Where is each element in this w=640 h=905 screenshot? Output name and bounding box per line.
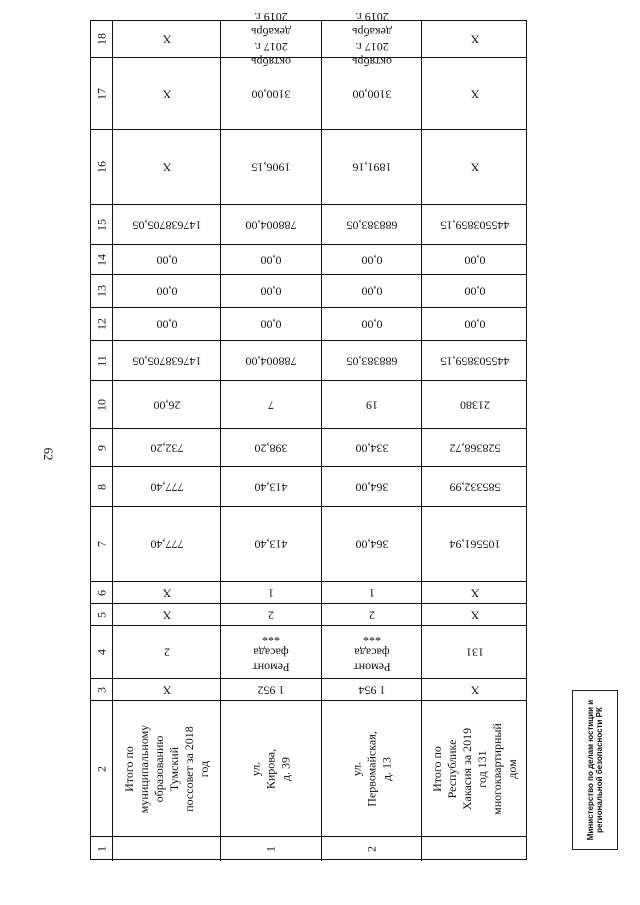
- cell-text: 528368,72: [449, 441, 501, 455]
- cell-text: 0,00: [464, 317, 486, 332]
- column-number: 12: [94, 318, 108, 330]
- column-number: 15: [94, 218, 108, 231]
- cell-text: 445503859,15: [440, 218, 510, 232]
- cell-text: X: [162, 683, 171, 697]
- cell-text: X: [470, 160, 480, 175]
- table-cell: [322, 308, 422, 340]
- cell-text: X: [470, 32, 480, 47]
- cell-text: Ремонт фасада ***: [252, 630, 290, 675]
- table-cell: [221, 626, 322, 678]
- cell-text: ул. Кирова, д. 39: [248, 748, 293, 789]
- table-cell: [221, 507, 322, 581]
- table-cell: [113, 130, 221, 204]
- table-cell: [221, 679, 322, 700]
- cell-text: 688383,05: [346, 218, 397, 232]
- cell-text: 21380: [460, 398, 490, 412]
- cell-text: 3100,00: [251, 87, 291, 101]
- column-number: 3: [94, 686, 108, 693]
- table-cell: [221, 308, 322, 340]
- cell-text: X: [162, 32, 171, 47]
- table-cell: [422, 467, 528, 506]
- column-number: 5: [94, 611, 108, 618]
- cell-text: 0,00: [156, 253, 177, 267]
- cell-text: 19: [365, 398, 378, 412]
- table-row-col-8: [91, 467, 526, 507]
- table-cell: [422, 429, 528, 466]
- column-number-cell: [91, 341, 113, 380]
- table-cell: [322, 837, 422, 861]
- column-number-cell: [91, 582, 113, 603]
- cell-text: Ремонт фасада ***: [352, 630, 391, 675]
- table-cell: [322, 58, 422, 129]
- column-number-cell: [91, 275, 113, 307]
- table-row-col-9: [91, 429, 526, 467]
- cell-text: 1906,15: [251, 160, 291, 175]
- table-cell: [322, 679, 422, 700]
- table-cell: [422, 381, 528, 428]
- column-number: 16: [94, 161, 108, 173]
- cell-text: 3100,00: [352, 87, 391, 101]
- table-cell: [221, 245, 322, 274]
- table-cell: [113, 308, 221, 340]
- table-cell: [113, 626, 221, 678]
- table-cell: [322, 10, 422, 69]
- column-number: 7: [94, 541, 108, 547]
- table-cell: [221, 381, 322, 428]
- table-cell: [113, 205, 221, 244]
- cell-text: 2: [364, 846, 378, 852]
- column-number: 10: [94, 398, 108, 411]
- table-cell: [322, 626, 422, 678]
- table-cell: [422, 205, 528, 244]
- table-row-col-11: [91, 341, 526, 381]
- table-cell: [322, 582, 422, 603]
- table-cell: [113, 604, 221, 625]
- table-cell: [422, 604, 528, 625]
- table-cell: [113, 679, 221, 700]
- table-cell: [113, 837, 221, 861]
- cell-text: 732,20: [150, 441, 183, 455]
- cell-text: 0,00: [361, 284, 382, 299]
- column-number-cell: [91, 604, 113, 625]
- table-cell: [322, 604, 422, 625]
- cell-text: X: [162, 608, 171, 622]
- table-cell: [422, 341, 528, 380]
- cell-text: X: [470, 87, 480, 101]
- cell-text: 105561,94: [449, 537, 501, 552]
- table-cell: [322, 381, 422, 428]
- table-cell: [113, 275, 221, 307]
- table-row-col-17: [91, 58, 526, 130]
- column-number: 13: [94, 285, 108, 297]
- table-row-col-3: [91, 679, 526, 701]
- cell-text: 788004,00: [245, 354, 297, 368]
- table-cell: [322, 205, 422, 244]
- column-number-cell: [91, 381, 113, 428]
- cell-text: X: [162, 586, 171, 600]
- cell-text: 1: [368, 586, 375, 600]
- column-number: 8: [94, 483, 108, 490]
- table-row-col-14: [91, 245, 526, 275]
- table-cell: [221, 10, 322, 69]
- cell-text: 1891,16: [352, 160, 391, 175]
- table-cell: [322, 507, 422, 581]
- table-cell: [322, 130, 422, 204]
- table-cell: [113, 381, 221, 428]
- column-number: 11: [94, 354, 108, 367]
- table-cell: [322, 341, 422, 380]
- table-cell: [113, 58, 221, 129]
- column-number-cell: [91, 679, 113, 700]
- table-cell: [422, 507, 528, 581]
- table-cell: [221, 429, 322, 466]
- table-row-col-6: [91, 582, 526, 604]
- cell-text: 0,00: [260, 317, 282, 332]
- cell-text: 2: [163, 645, 170, 660]
- table-cell: [422, 308, 528, 340]
- cell-text: 0,00: [260, 253, 282, 267]
- column-number-cell: [91, 467, 113, 506]
- column-number-cell: [91, 308, 113, 340]
- table-cell: [422, 130, 528, 204]
- cell-text: 1: [263, 846, 278, 852]
- table-cell: [221, 58, 322, 129]
- table-cell: [322, 701, 422, 836]
- cell-text: 1: [268, 586, 274, 600]
- column-number-cell: [91, 626, 113, 678]
- table-cell: [221, 467, 322, 506]
- table-row-col-16: [91, 130, 526, 205]
- table-cell: [221, 604, 322, 625]
- cell-text: 585332,99: [449, 480, 501, 494]
- cell-text: 0,00: [260, 284, 282, 299]
- cell-text: 777,40: [150, 537, 183, 552]
- table-cell: [221, 205, 322, 244]
- table-cell: [113, 467, 221, 506]
- column-number: 4: [94, 649, 108, 655]
- cell-text: 364,00: [355, 480, 388, 494]
- column-number-cell: [91, 701, 113, 836]
- cell-text: 1 952: [257, 683, 285, 697]
- table-row-col-13: [91, 275, 526, 308]
- cell-text: 788004,00: [245, 218, 297, 232]
- column-number-cell: [91, 837, 113, 861]
- cell-text: 688383,05: [346, 354, 397, 368]
- cell-text: Итого по Республике Хакасия за 2019 год 131 многоквартирный дом: [430, 722, 519, 815]
- cell-text: 777,40: [150, 480, 183, 494]
- cell-text: Итого по муниципальному образованию Тумский поссовет за 2018 год: [121, 724, 211, 813]
- cell-text: 0,00: [361, 253, 382, 267]
- table-cell: [422, 245, 528, 274]
- table-cell: [322, 467, 422, 506]
- table-cell: [422, 58, 528, 129]
- table-row-col-1: [91, 837, 526, 861]
- table-row-col-15: [91, 205, 526, 245]
- table-cell: [422, 837, 528, 861]
- cell-text: X: [162, 87, 171, 101]
- cell-text: октябрь 2017 г. декабрь 2019 г.: [251, 10, 291, 69]
- column-number-cell: [91, 130, 113, 204]
- table-cell: [113, 341, 221, 380]
- cell-text: 147638705,05: [132, 354, 201, 368]
- column-number: 6: [94, 589, 108, 596]
- cell-text: 26,00: [153, 398, 180, 412]
- cell-text: 7: [268, 398, 274, 412]
- table-cell: [113, 582, 221, 603]
- column-number-cell: [91, 429, 113, 466]
- stamp-text: Министерство по делам юстиции и региональной безопасности РК: [585, 699, 604, 841]
- cell-text: 2: [268, 608, 274, 622]
- cell-text: 2: [368, 608, 375, 622]
- table-cell: [113, 507, 221, 581]
- table-row-col-10: [91, 381, 526, 429]
- table-cell: [422, 701, 528, 836]
- cell-text: 131: [466, 645, 484, 660]
- cell-text: 147638705,05: [132, 218, 201, 232]
- table-row-col-12: [91, 308, 526, 341]
- table-cell: [113, 245, 221, 274]
- table-row-col-18: [91, 10, 526, 69]
- cell-text: 413,40: [254, 537, 288, 552]
- column-number: 14: [94, 253, 108, 266]
- table-cell: [322, 245, 422, 274]
- cell-text: 413,40: [254, 480, 288, 494]
- table-cell: [221, 130, 322, 204]
- cell-text: 0,00: [156, 317, 177, 332]
- table-cell: [113, 429, 221, 466]
- cell-text: X: [470, 608, 480, 622]
- table-cell: [422, 679, 528, 700]
- cell-text: X: [470, 586, 480, 600]
- cell-text: октябрь 2017 г. декабрь 2019 г.: [351, 10, 392, 69]
- column-number-cell: [91, 205, 113, 244]
- table-row-col-4: [91, 626, 526, 679]
- table-cell: [221, 582, 322, 603]
- table-cell: [221, 837, 322, 861]
- column-number: 9: [94, 444, 108, 451]
- column-number: 17: [94, 87, 108, 100]
- table-row-col-7: [91, 507, 526, 582]
- cell-text: 0,00: [464, 253, 486, 267]
- column-number: 18: [94, 33, 108, 45]
- table-cell: [322, 429, 422, 466]
- column-number: 1: [94, 846, 108, 852]
- table-cell: [322, 275, 422, 307]
- stamp: [572, 690, 618, 850]
- table-cell: [422, 275, 528, 307]
- table-cell: [221, 341, 322, 380]
- column-number-cell: [91, 507, 113, 581]
- cell-text: 334,00: [355, 441, 388, 455]
- table-cell: [422, 626, 528, 678]
- cell-text: ул. Первомайская, д. 13: [349, 730, 393, 807]
- table-cell: [422, 582, 528, 603]
- cell-text: 398,20: [254, 441, 288, 455]
- cell-text: 0,00: [464, 284, 486, 299]
- cell-text: 0,00: [156, 284, 177, 299]
- table-row-col-5: [91, 604, 526, 626]
- column-number-cell: [91, 245, 113, 274]
- table-cell: [113, 701, 221, 836]
- cell-text: 0,00: [361, 317, 382, 332]
- table-cell: [221, 275, 322, 307]
- table-row-col-2: [91, 701, 526, 837]
- cell-text: 445503859,15: [440, 354, 510, 368]
- table-cell: [422, 21, 528, 57]
- cell-text: 1 954: [358, 683, 385, 697]
- column-number-cell: [91, 58, 113, 129]
- data-table: [90, 10, 527, 860]
- cell-text: 364,00: [355, 537, 388, 552]
- column-number: 2: [94, 765, 108, 772]
- cell-text: X: [162, 160, 171, 175]
- column-number-cell: [91, 21, 113, 57]
- table-cell: [113, 21, 221, 57]
- table-cell: [221, 701, 322, 836]
- cell-text: X: [470, 683, 480, 697]
- page-number: 62: [41, 447, 56, 461]
